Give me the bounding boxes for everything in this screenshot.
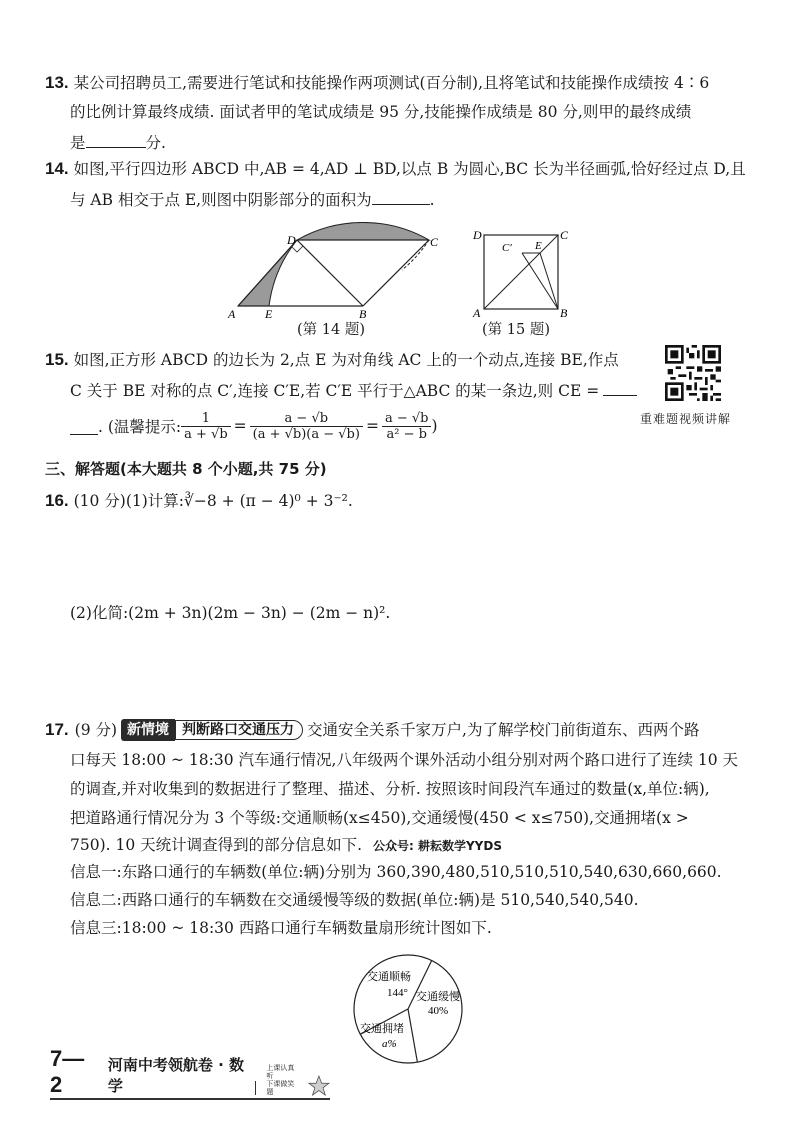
footer [50,1046,330,1100]
fig14-label-C: C [430,235,439,249]
footer-note1: 上课认真听 [266,1064,295,1080]
q15-frac1-den: a + √b [184,426,228,442]
q14-answer-blank[interactable] [372,188,430,205]
q13-text1: 某公司招聘员工,需要进行笔试和技能操作两项测试(百分制),且将笔试和技能操作成绩按 4∶6 [73,74,710,92]
fig15-label-D: D [473,228,482,242]
q15-line2 [70,379,637,401]
q17-watermark: 公众号: 耕耘数学YYDS [373,839,502,853]
q17-line5 [70,835,502,856]
fig14-diagonal-BD [297,240,363,306]
pie-slice-value-slow: 40% [428,1005,449,1017]
fig14-side-BC [363,240,429,306]
q17-badge-dark: 新情境 [121,719,175,741]
q15-answer-blank-b[interactable] [70,418,98,435]
q17-badge [121,719,303,741]
q16-line1 [45,491,353,511]
q15-line1 [45,350,619,370]
pie-slice-value-smooth: 144° [387,987,408,999]
q14-text2-post: . [429,191,435,209]
fig15-diagonal-AC [484,235,558,309]
pie-slice-label-jam: 交通拥堵 [360,1023,404,1035]
q16-part1: (10 分)(1)计算:∛−8 + (π − 4)⁰ + 3⁻². [73,492,353,510]
q14-line2 [70,188,435,210]
q17-text2: 口每天 18:00 ~ 18:30 汽车通行情况,八年级两个课外活动小组分别对两个路口进行了连续 10 天 [70,751,739,769]
q15-frac2 [250,411,363,442]
q16-part2: (2)化简:(2m + 3n)(2m − 3n) − (2m − n)². [70,604,391,622]
pie-slice-value-jam: a% [382,1038,397,1050]
q15-hint-post: ) [431,417,438,435]
footer-title: 河南中考领航卷 · 数学 [107,1056,244,1095]
q17-score: (9 分) [74,721,118,739]
fig14-shade-top [297,222,429,240]
q15-frac2-den: (a + √b)(a − √b) [252,426,360,442]
footer-page-number: 7— 2 [50,1046,85,1097]
section3-heading: 三、解答题(本大题共 8 个小题,共 75 分) [45,460,327,478]
q15-answer-blank-a[interactable] [603,379,637,396]
q15-frac1-num: 1 [181,411,231,427]
fig15-label-E: E [535,240,542,252]
q17-text4: 把道路通行情况分为 3 个等级:交通顺畅(x≤450),交通缓慢(450 < x≤750),交通拥堵(x > [70,809,689,827]
q13-line1 [45,73,710,93]
fig15-label-B: B [560,306,568,320]
q15-hint-pre: . (温馨提示: [98,418,182,436]
q15-hint-line [70,406,438,446]
q13-text3-post: 分. [145,134,166,152]
q14-text2: 与 AB 相交于点 E,则图中阴影部分的面积为 [70,191,372,209]
q17-info2: 信息二:西路口通行的车辆数在交通缓慢等级的数据(单位:辆)是 510,540,540,540. [70,891,639,909]
fig15-segment-BCp [522,253,558,309]
fig15-caption: (第 15 题) [482,322,550,338]
fig15-label-C: C [560,228,569,242]
q13-text2: 的比例计算最终成绩. 面试者甲的笔试成绩是 95 分,技能操作成绩是 80 分,则甲的最终成绩 [70,103,692,121]
q17-line1 [45,719,700,741]
q15-text1: 如图,正方形 ABCD 的边长为 2,点 E 为对角线 AC 上的一个动点,连接 BE,作点 [73,351,619,369]
q17-number: 17. [45,720,69,739]
fig15-segment-BE [540,253,558,309]
q13-number: 13. [45,73,69,92]
q17-badge-light: 判断路口交通压力 [175,720,303,740]
q14-text1: 如图,平行四边形 ABCD 中,AB = 4,AD ⊥ BD,以点 B 为圆心,BC 长为半径画弧,恰好经过点 D,且 [73,160,746,178]
fig14-label-E: E [265,307,273,321]
fig14-label-D: D [287,233,296,247]
pie-slice-label-slow: 交通缓慢 [416,991,460,1003]
qr-caption: 重难题视频讲解 [640,412,732,426]
q15-frac1 [181,411,231,442]
footer-note [266,1064,298,1096]
q15-text2: C 关于 BE 对称的点 C′,连接 C′E,若 C′E 平行于△ABC 的某一条边,则 CE = [70,382,600,400]
q13-answer-blank[interactable] [86,131,146,148]
fig14-label-A: A [228,307,236,321]
q15-eq1: = [233,417,247,435]
q15-frac3 [382,411,432,442]
figure-15 [470,225,575,320]
fig14-caption: (第 14 题) [297,322,365,338]
q17-info1: 信息一:东路口通行的车辆数(单位:辆)分别为 360,390,480,510,510,510,540,630,660,660. [70,863,722,881]
q13-line3 [70,131,166,153]
q15-number: 15. [45,350,69,369]
footer-note2: 下课做笑题 [266,1080,295,1096]
q15-frac2-num: a − √b [250,411,363,427]
q15-frac3-num: a − √b [382,411,432,427]
figure-14 [225,222,455,322]
footer-star-logo-icon [308,1074,330,1098]
fig14-label-B: B [359,307,367,321]
pie-slice-label-smooth: 交通顺畅 [367,971,411,983]
footer-divider [255,1081,256,1095]
q14-number: 14. [45,159,69,178]
q17-text3: 的调查,并对收集到的数据进行了整理、描述、分析. 按照该时间段汽车通过的数量(x,单位:辆), [70,780,710,798]
q17-text1: 交通安全关系千家万户,为了解学校门前街道东、西两个路 [307,721,700,739]
q15-frac3-den: a² − b [386,426,427,442]
q13-text3-pre: 是 [70,134,86,152]
q17-text5: 750). 10 天统计调查得到的部分信息如下. [70,836,363,854]
qr-code-icon[interactable] [665,345,721,401]
pie-chart [340,950,480,1070]
q14-line1 [45,159,746,179]
q16-number: 16. [45,491,69,510]
q17-info3: 信息三:18:00 ~ 18:30 西路口通行车辆数量扇形统计图如下. [70,919,492,937]
fig15-label-Cprime: C′ [502,242,512,254]
fig15-label-A: A [473,306,481,320]
q15-eq2: = [365,417,379,435]
